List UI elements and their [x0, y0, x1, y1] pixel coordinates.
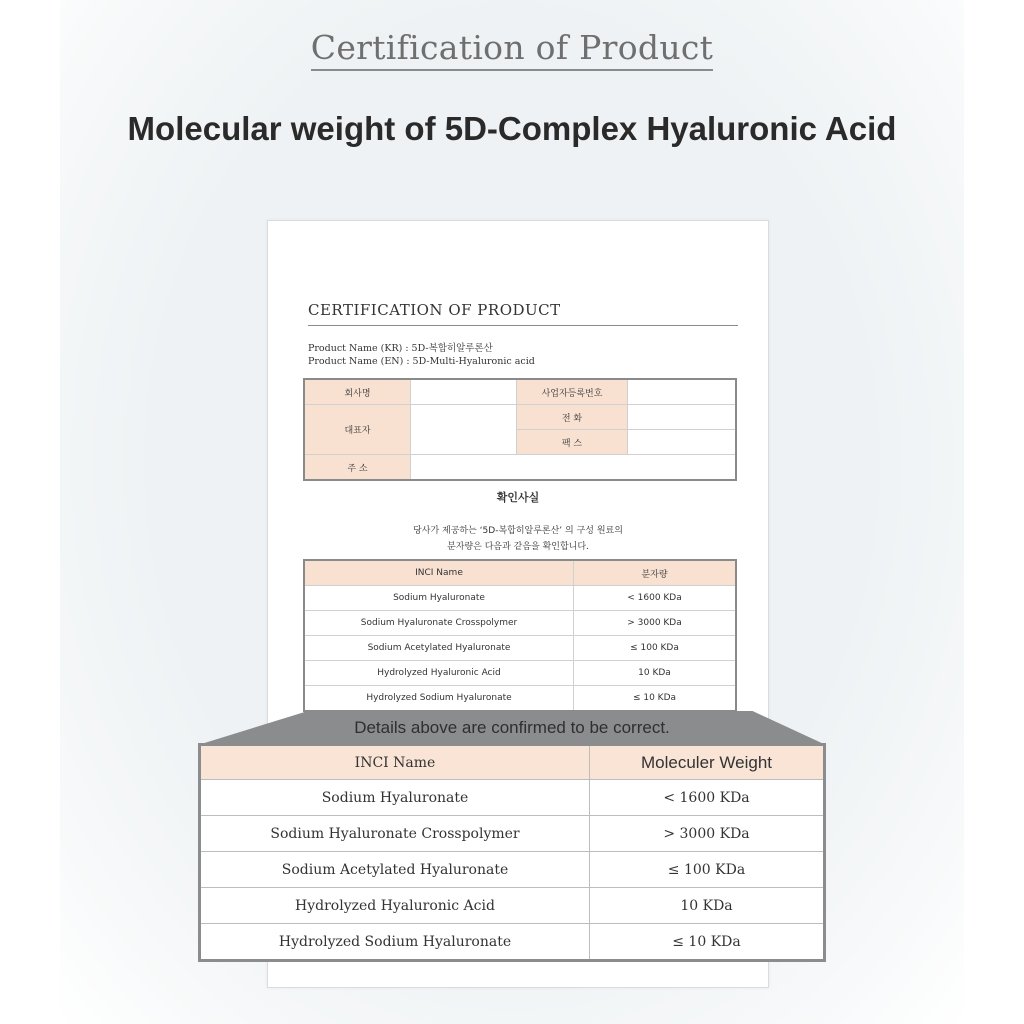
inci-name-cell: Hydrolyzed Sodium Hyaluronate	[304, 686, 574, 712]
weight-cell: > 3000 KDa	[574, 611, 737, 636]
inci-name-cell: Sodium Hyaluronate	[200, 780, 590, 816]
address-label: 주 소	[304, 455, 411, 481]
representative-label: 대표자	[304, 405, 411, 455]
table-row	[200, 816, 825, 852]
weight-cell: ≤ 100 KDa	[590, 852, 825, 888]
fax-label: 팩 스	[517, 430, 628, 455]
table-row	[304, 686, 736, 712]
weight-cell: ≤ 100 KDa	[574, 636, 737, 661]
confirmation-heading: 확인사실	[496, 491, 540, 504]
business-no-label: 사업자등록번호	[517, 379, 628, 405]
inci-name-cell: Hydrolyzed Sodium Hyaluronate	[200, 924, 590, 961]
inci-name-cell: Sodium Hyaluronate Crosspolymer	[200, 816, 590, 852]
product-name-en: Product Name (EN) : 5D-Multi-Hyaluronic acid	[308, 356, 535, 367]
company-value	[411, 379, 517, 405]
phone-value	[628, 405, 737, 430]
description-line-1: 당사가 제공하는 ‘5D-복합히알루론산’ 의 구성 원료의	[413, 526, 623, 536]
molecular-weight-header: 분자량	[574, 560, 737, 586]
inci-name-cell: Hydrolyzed Hyaluronic Acid	[200, 888, 590, 924]
phone-label: 전 화	[517, 405, 628, 430]
certification-heading: Certification of Product	[0, 28, 1024, 67]
address-value	[411, 455, 737, 481]
weight-cell: < 1600 KDa	[590, 780, 825, 816]
confirmation-statement: Details above are confirmed to be correct.	[354, 718, 670, 737]
table-row	[304, 586, 736, 611]
weight-cell: 10 KDa	[574, 661, 737, 686]
table-row	[304, 611, 736, 636]
weight-cell: > 3000 KDa	[590, 816, 825, 852]
description-line-2: 분자량은 다음과 같음을 확인합니다.	[447, 542, 589, 552]
confirmation-description	[268, 523, 768, 555]
weight-cell: ≤ 10 KDa	[574, 686, 737, 712]
weight-cell: ≤ 10 KDa	[590, 924, 825, 961]
representative-value	[411, 405, 517, 455]
table-row	[304, 661, 736, 686]
inci-name-cell: Sodium Acetylated Hyaluronate	[200, 852, 590, 888]
weight-cell: < 1600 KDa	[574, 586, 737, 611]
company-label: 회사명	[304, 379, 411, 405]
business-no-value	[628, 379, 737, 405]
weight-cell: 10 KDa	[590, 888, 825, 924]
document-inci-table	[303, 559, 737, 712]
page-title: Molecular weight of 5D-Complex Hyaluronic Acid	[127, 110, 897, 147]
fax-value	[628, 430, 737, 455]
inci-name-cell: Sodium Hyaluronate	[304, 586, 574, 611]
table-row	[200, 924, 825, 961]
table-row	[200, 888, 825, 924]
table-row	[200, 852, 825, 888]
zoom-molecular-weight-header: Moleculer Weight	[590, 745, 825, 780]
zoomed-inci-table	[198, 743, 826, 962]
company-info-table	[303, 378, 737, 481]
inci-name-header: INCI Name	[304, 560, 574, 586]
product-name-kr: Product Name (KR) : 5D-복합히알루론산	[308, 343, 493, 354]
inci-name-cell: Sodium Acetylated Hyaluronate	[304, 636, 574, 661]
document-title: CERTIFICATION OF PRODUCT	[308, 301, 738, 326]
inci-name-cell: Sodium Hyaluronate Crosspolymer	[304, 611, 574, 636]
table-row	[304, 636, 736, 661]
zoom-inci-name-header: INCI Name	[200, 745, 590, 780]
table-row	[200, 780, 825, 816]
inci-name-cell: Hydrolyzed Hyaluronic Acid	[304, 661, 574, 686]
